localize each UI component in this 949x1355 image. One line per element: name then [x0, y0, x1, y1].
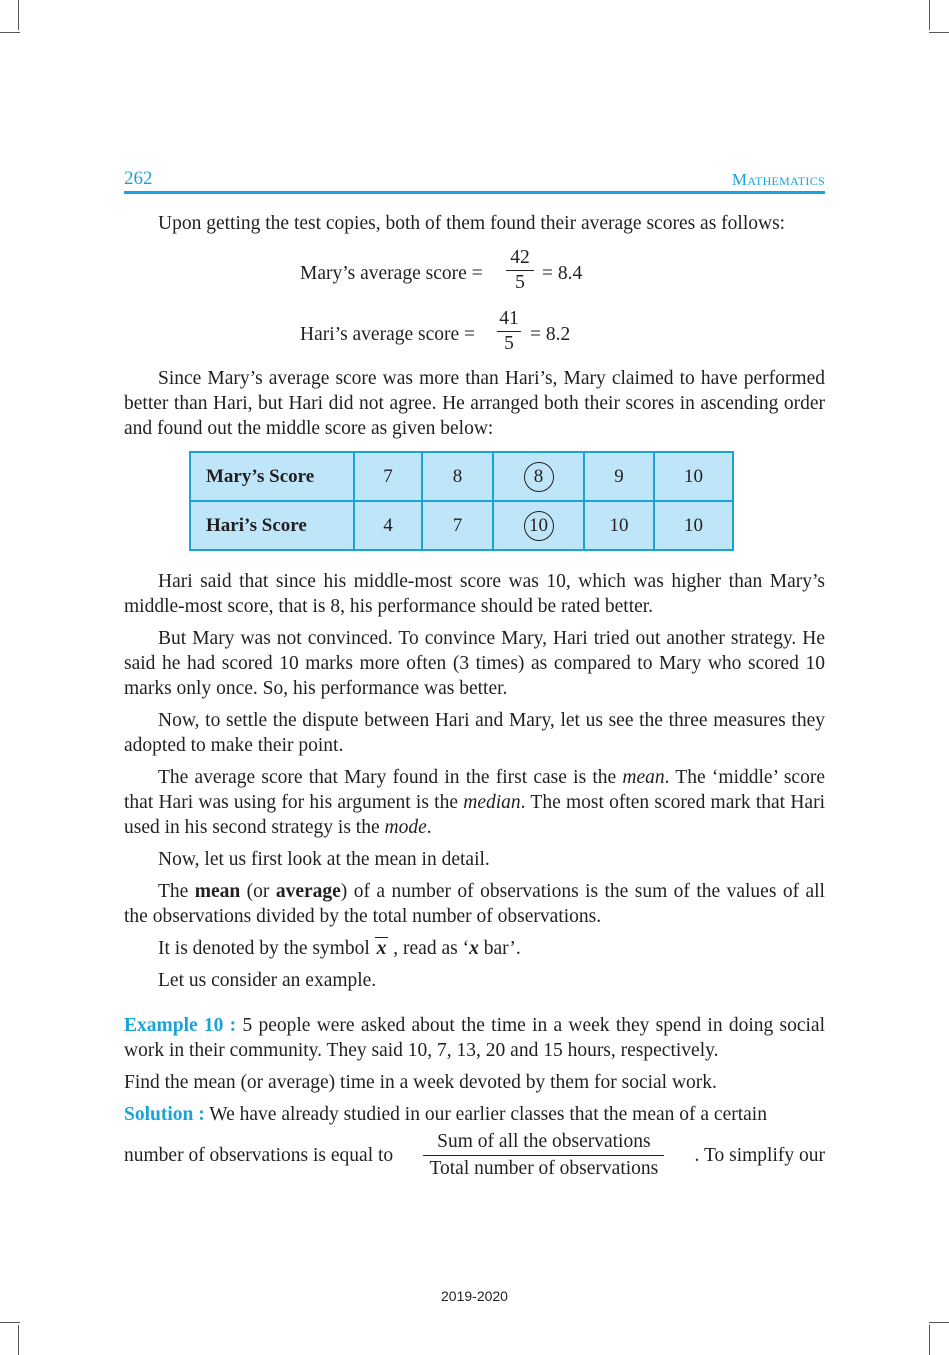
x-symbol: x: [469, 938, 479, 959]
solution-paragraph: [124, 1102, 825, 1127]
text: We have already studied in our earlier classes that the mean of a certain: [204, 1104, 767, 1125]
table-row: [190, 501, 733, 550]
paragraph: Now, let us first look at the mean in detail.: [158, 849, 490, 870]
score-table: [189, 451, 734, 551]
paragraph: Find the mean (or average) time in a week devoted by them for social work.: [124, 1072, 717, 1093]
fraction-denominator: 5: [515, 272, 525, 293]
table-cell: 10: [654, 501, 733, 550]
paragraph: Let us consider an example.: [158, 970, 377, 991]
equation-label: Hari’s average score =: [300, 324, 476, 345]
fraction-numerator: Sum of all the observations: [437, 1131, 651, 1152]
paragraph: Hari said that since his middle-most score was 10, which was higher than Mary’s middle-most score, that is 8, his performance should be rated better.: [124, 571, 825, 617]
crop-mark: [18, 0, 19, 30]
term-mode: mode: [384, 817, 427, 838]
table-cell: 7: [354, 452, 422, 501]
table-cell-median: [493, 501, 584, 550]
hari-average-equation: [300, 307, 620, 367]
crop-mark: [929, 32, 949, 33]
paragraph: [124, 936, 825, 961]
text: ) of a number of observations is the sum of the values of all the observations divided by the total number of observations.: [124, 881, 825, 927]
paragraph: Since Mary’s average score was more than Hari’s, Mary claimed to have performed better than Hari, but Hari did not agree. He arranged both their scores in ascending order and found out the middle score as given below:: [124, 368, 825, 439]
definition-paragraph: [124, 879, 825, 929]
crop-mark: [929, 1322, 949, 1323]
table-cell-median: [493, 452, 584, 501]
page-header: [124, 168, 825, 192]
crop-mark: [929, 0, 930, 30]
table-cell: 10: [584, 501, 654, 550]
footer-year: 2019-2020: [441, 1288, 508, 1304]
running-head: Mathematics: [731, 170, 825, 189]
solution-formula-line: [124, 1129, 825, 1182]
text: . To simplify our: [694, 1145, 825, 1166]
table-cell: 9: [584, 452, 654, 501]
row-label: Hari’s Score: [190, 501, 354, 550]
crop-mark: [18, 1325, 19, 1355]
fraction-denominator: Total number of observations: [429, 1158, 659, 1179]
term-median: median: [463, 792, 521, 813]
text: The: [158, 881, 195, 902]
text: It is denoted by the symbol: [158, 938, 375, 959]
paragraph: But Mary was not convinced. To convince Mary, Hari tried out another strategy. He said he had scored 10 marks more often (3 times) as compared to Mary who scored 10 marks only once. So, his performance was better.: [124, 628, 825, 699]
intro-block: [124, 211, 825, 236]
mary-average-equation: [300, 246, 620, 306]
term-mean: mean: [622, 767, 665, 788]
fraction-numerator: 42: [510, 247, 530, 268]
equation-result: = 8.2: [530, 324, 571, 345]
header-rule: [124, 191, 825, 194]
equation-result: = 8.4: [542, 263, 583, 284]
fraction-denominator: 5: [504, 333, 514, 354]
fraction: [497, 307, 521, 356]
since-block: [124, 366, 825, 441]
row-label: Mary’s Score: [190, 452, 354, 501]
example-label: Example 10 :: [124, 1015, 237, 1036]
text: The average score that Mary found in the first case is the: [158, 767, 623, 788]
equation-label: Mary’s average score =: [300, 263, 483, 284]
text: , read as ‘: [388, 938, 470, 959]
page-number: 262: [124, 168, 153, 189]
paragraph: Now, to settle the dispute between Hari and Mary, let us see the three measures they adopted to make their point.: [124, 710, 825, 756]
table-row: [190, 452, 733, 501]
mean-formula-fraction: [423, 1129, 664, 1182]
text: . The most often scored mark that Hari used in his second strategy is the: [124, 792, 825, 838]
table-cell: 7: [422, 501, 493, 550]
text: bar’.: [478, 938, 521, 959]
table-cell: 10: [654, 452, 733, 501]
intro-paragraph: Upon getting the test copies, both of them found their average scores as follows:: [158, 213, 786, 234]
crop-mark: [929, 1325, 930, 1355]
x-bar-symbol: x: [376, 938, 387, 959]
crop-mark: [0, 1322, 20, 1323]
text: .: [426, 817, 432, 838]
term-average-bold: average: [275, 881, 341, 902]
paragraph: [124, 765, 825, 840]
body-text: [124, 569, 825, 1182]
solution-label: Solution :: [124, 1104, 205, 1125]
circled-median: 8: [524, 462, 554, 492]
example-paragraph: [124, 1013, 825, 1063]
term-mean-bold: mean: [194, 881, 241, 902]
fraction-numerator: 41: [499, 308, 519, 329]
circled-median: 10: [524, 511, 554, 541]
table-cell: 4: [354, 501, 422, 550]
table-cell: 8: [422, 452, 493, 501]
fraction: [506, 246, 534, 295]
text: number of observations is equal to: [124, 1145, 394, 1166]
text: (or: [240, 881, 276, 902]
text: . The ‘middle’ score that Hari was using for his argument is the: [124, 767, 825, 813]
crop-mark: [0, 32, 20, 33]
text: 5 people were asked about the time in a week they spend in doing social work in their community. They said 10, 7, 13, 20 and 15 hours, respectively.: [124, 1015, 825, 1061]
